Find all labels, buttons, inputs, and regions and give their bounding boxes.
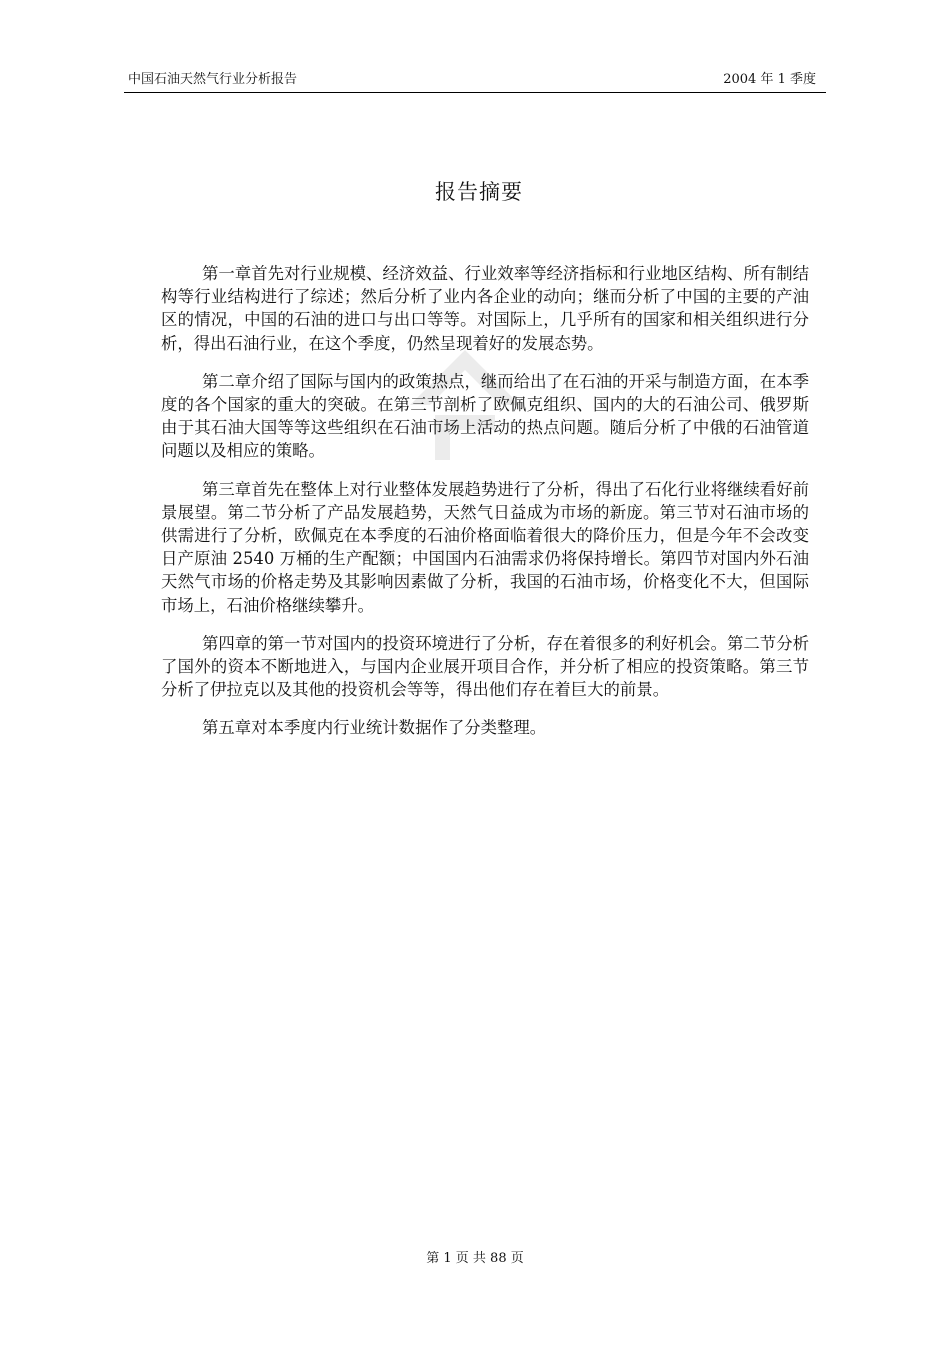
page-number: 第 1 页 共 88 页 xyxy=(426,1251,524,1266)
paragraph-chapter-4: 第四章的第一节对国内的投资环境进行了分析，存在着很多的利好机会。第二节分析了国外的资本不断地进入，与国内企业展开项目合作，并分析了相应的投资策略。第三节分析了伊拉克以及其他的投资机会等等，得出他们存在着巨大的前景。 xyxy=(161,633,809,700)
document-title: 报告摘要 xyxy=(435,180,523,204)
paragraph-chapter-3: 第三章首先在整体上对行业整体发展趋势进行了分析，得出了石化行业将继续看好前景展望。第二节分析了产品发展趋势，天然气日益成为市场的新庞。第三节对石油市场的供需进行了分析，欧佩克在本季度的石油价格面临着很大的降价压力，但是今年不会改变日产原油 2540 万桶的生产配额；中国国内石油需求仍将保持增长。第四节对国内外石油天然气市场的价格走势及其影响因素做了分析，我国的石油市场，价格变化不大，但国际市场上，石油价格继续攀升。 xyxy=(161,479,809,615)
paragraph-chapter-2: 第二章介绍了国际与国内的政策热点，继而给出了在石油的开采与制造方面，在本季度的各个国家的重大的突破。在第三节剖析了欧佩克组织、国内的大的石油公司、俄罗斯由于其石油大国等等这些组织在石油市场上活动的热点问题。随后分析了中俄的石油管道问题以及相应的策略。 xyxy=(161,371,809,461)
paragraph-chapter-1: 第一章首先对行业规模、经济效益、行业效率等经济指标和行业地区结构、所有制结构等行业结构进行了综述；然后分析了业内各企业的动向；继而分析了中国的主要的产油区的情况，中国的石油的进口与出口等等。对国际上，几乎所有的国家和相关组织进行分析，得出石油行业，在这个季度，仍然呈现着好的发展态势。 xyxy=(161,264,809,353)
header-report-title: 中国石油天然气行业分析报告 xyxy=(128,72,298,87)
page-header xyxy=(124,66,826,93)
paragraph-chapter-5: 第五章对本季度内行业统计数据作了分类整理。 xyxy=(202,718,547,738)
summary-body xyxy=(161,262,809,755)
header-period: 2004 年 1 季度 xyxy=(723,72,816,87)
